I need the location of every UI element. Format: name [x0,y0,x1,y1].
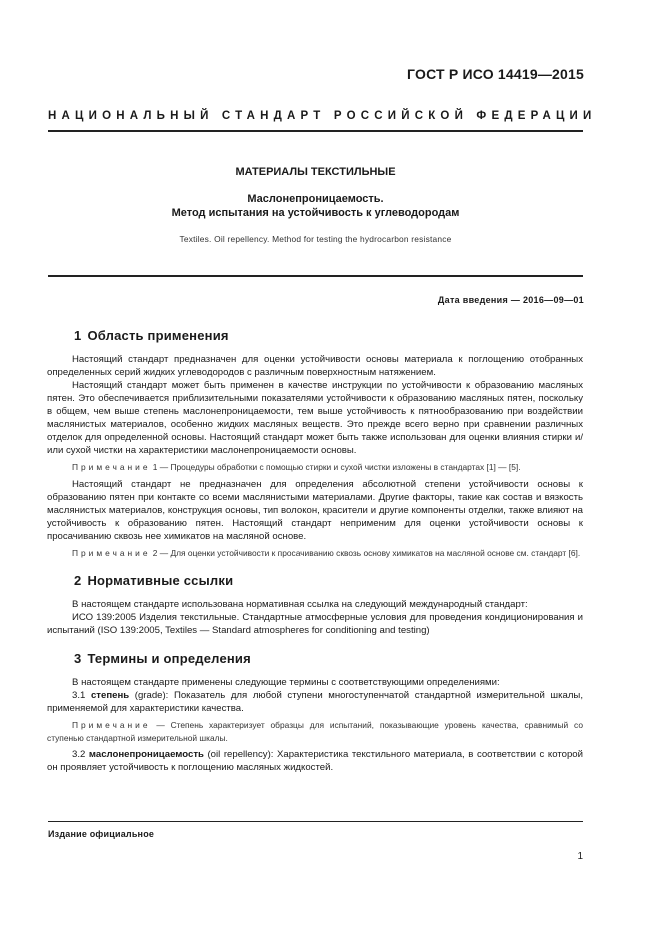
title-rule [48,275,583,277]
section-title: Термины и определения [87,651,251,666]
paragraph: ИСО 139:2005 Изделия текстильные. Стандартные атмосферные условия для проведения кондиционирования и испытаний (ISO 139:2005, Textiles — Standard atmospheres for conditioning and testing) [47,612,583,636]
term-definition-3-2 [47,748,583,774]
section-number: 3 [74,651,82,666]
section-heading-2 [74,573,583,588]
term-number: 3.2 [72,749,86,760]
document-body [47,328,583,774]
note-label: Примечание [72,462,151,472]
section-title: Нормативные ссылки [87,573,234,588]
note-text: 2 — Для оценки устойчивости к просачиванию сквозь основу химикатов на масляной основе см. стандарт [6]. [150,547,581,558]
note-text: 1 — Процедуры обработки с помощью стирки и сухой чистки изложены в стандартах [1] — [5]. [150,462,521,472]
term-definition: (oil repellency): Характеристика текстильного материала, в соответствии с которой он проявляет устойчивость к поглощению масляных жидкостей. [47,749,583,773]
national-standard-banner: НАЦИОНАЛЬНЫЙ СТАНДАРТ РОССИЙСКОЙ ФЕДЕРАЦИИ [48,110,597,122]
term-definition-3-1 [47,689,583,715]
paragraph: В настоящем стандарте использована нормативная ссылка на следующий международный стандарт: [72,599,528,610]
title-main: МАТЕРИАЛЫ ТЕКСТИЛЬНЫЕ [235,166,396,178]
section-title: Область применения [87,328,229,343]
title-subtitle-line1: Маслонепроницаемость. [247,193,384,205]
paragraph: Настоящий стандарт предназначен для оценки устойчивости основы материала к поглощению отобранных определенных серий жидких углеводородов с различным поверхностным натяжением. [47,354,583,378]
note-text: — Степень характеризует образцы для испытаний, показывающие уровень качества, сравнимый со ступенью стандартной измерительной шкалы. [47,720,583,743]
footer-rule [48,821,583,822]
paragraph: В настоящем стандарте применены следующие термины с соответствующими определениями: [72,677,500,688]
note-label: Примечание [72,720,151,730]
term: степень [90,690,130,701]
date-of-introduction: Дата введения — 2016—09—01 [437,295,584,305]
page-number: 1 [577,851,583,862]
header-rule [48,130,583,132]
paragraph: Настоящий стандарт не предназначен для определения абсолютной степени устойчивости основы к образованию пятен при контакте со всеми маслянистыми материалами. Другие факторы, такие как состав и вязкость маслянистых материалов, конструкция основы, тип волокон, красители и другие компоненты отделки, также влияют на устойчивость к образованию пятен. Настоящий стандарт неприменим для оценки устойчивости основы к просачиванию сквозь нее химикатов на масляной основе. [47,478,583,542]
title-subtitle-line2: Метод испытания на устойчивость к углеводородам [171,207,460,219]
term: маслонепроницаемость [88,749,204,760]
term-number: 3.1 [72,690,86,701]
document-number: ГОСТ Р ИСО 14419—2015 [407,66,584,82]
note [47,719,583,744]
section-heading-3 [74,651,583,666]
note [47,461,583,474]
section-number: 1 [74,328,82,343]
term-definition: (grade): Показатель для любой ступени многоступенчатой стандартной измерительной шкалы, применяемой для характеристики качества. [47,690,583,714]
official-edition-label: Издание официальное [48,829,155,839]
title-english: Textiles. Oil repellency. Method for testing the hydrocarbon resistance [179,234,452,244]
section-heading-1 [74,328,583,343]
section-number: 2 [74,573,82,588]
note [47,547,583,560]
note-label: Примечание [72,547,151,558]
paragraph: Настоящий стандарт может быть применен в качестве инструкции по устойчивости к образованию масляных пятен. Это обеспечивается приблизительными показателями устойчивости к образованию масляных пятен, поскольку в общем, чем выше степень маслонепроницаемости, тем выше устойчивость к пятнообразованию при воздействии маслянистых материалов, особенно жидких масляных веществ. Это прежде всего верно при сравнении различных отделок для определенной основы. Настоящий стандарт может быть также использован для оценки влияния стирки и/или сухой чистки на характеристики маслонепроницаемости основы. [47,380,583,456]
